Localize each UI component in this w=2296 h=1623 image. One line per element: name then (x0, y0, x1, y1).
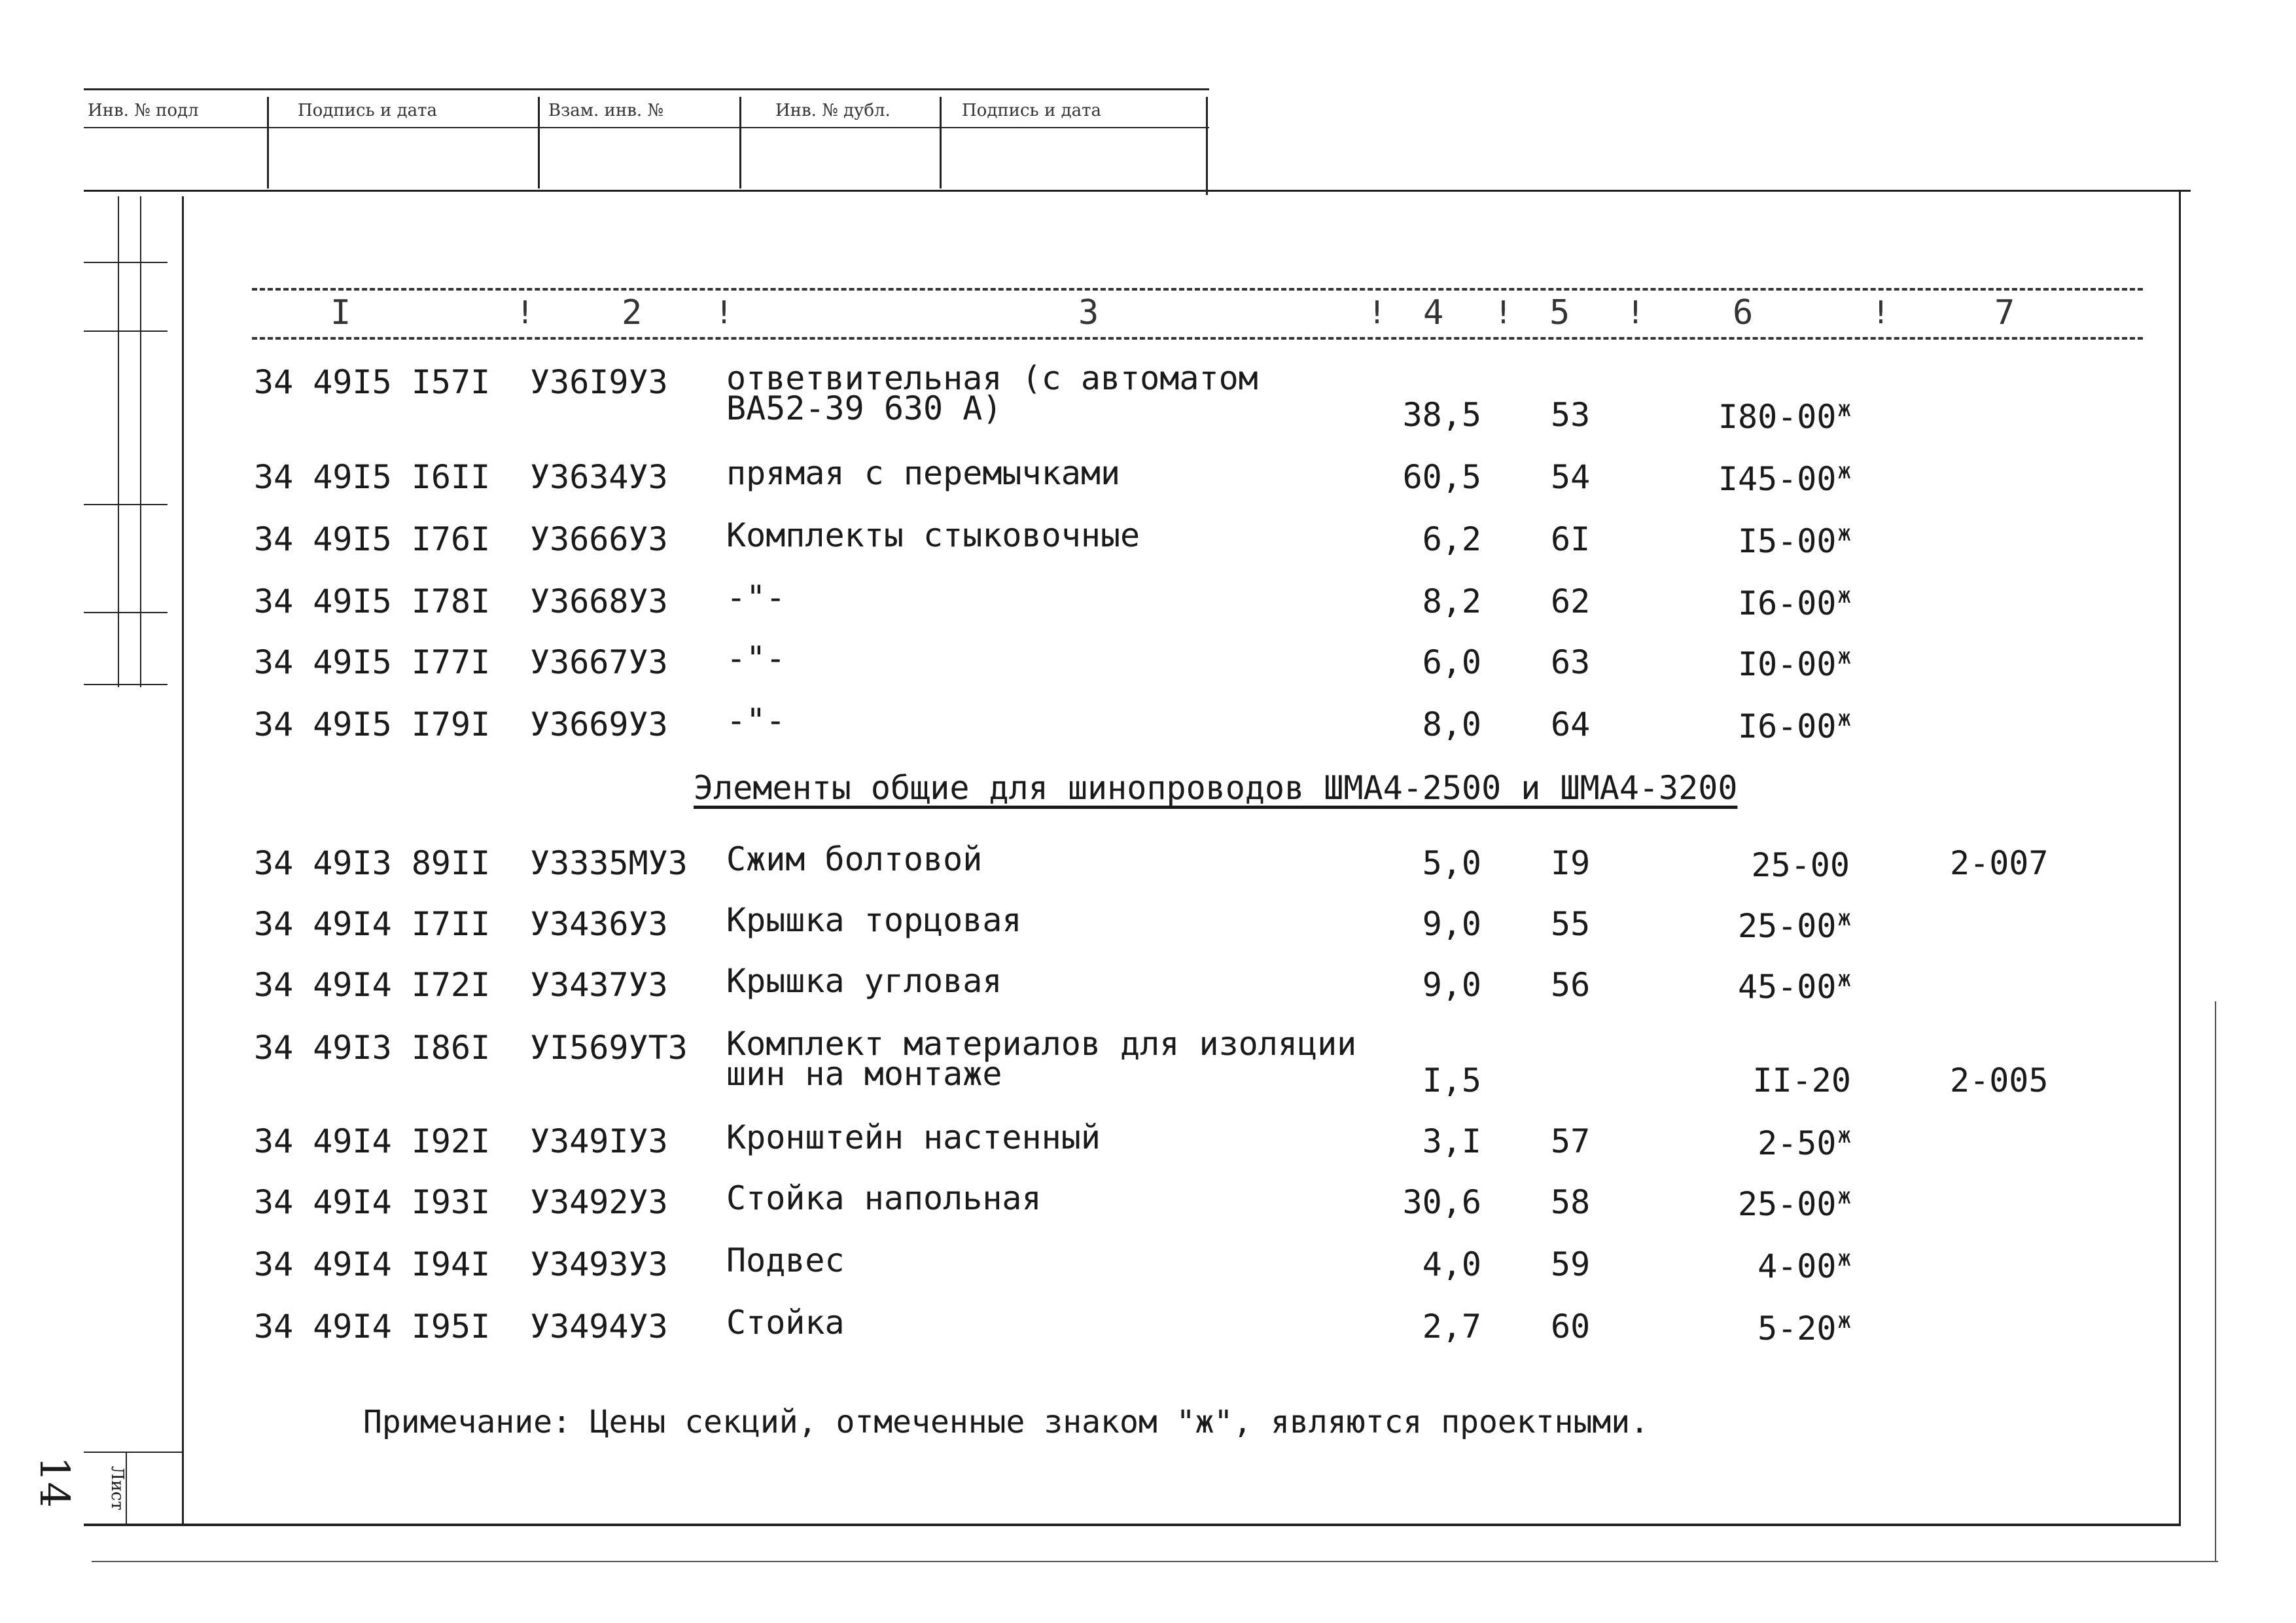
sheet-number: 14 (31, 1456, 79, 1508)
cell-name: Стойка (726, 1304, 845, 1342)
cell-designation: У3437У3 (530, 966, 668, 1004)
cell-mass: 38,5 (1402, 396, 1481, 434)
cell-mass: 8,2 (1422, 582, 1481, 620)
cell-name-line: Комплект материалов для изоляции (726, 1025, 1357, 1063)
cell-designation: У3669У3 (530, 705, 668, 743)
header-dash-top (252, 288, 2143, 291)
cell-code: 34 49I4 I7II (254, 905, 491, 943)
cell-code: 34 49I5 I76I (254, 520, 491, 558)
cell-mass: 9,0 (1422, 905, 1481, 943)
section-title: Элементы общие для шинопроводов ШМА4-2500 и ШМА4-3200 (694, 769, 1738, 807)
stamp-header: Инв. № подл (88, 101, 199, 120)
cell-sheet: 60 (1551, 1308, 1591, 1346)
asterisk-mark: ж (1837, 705, 1851, 732)
cell-designation: У3667У3 (530, 643, 668, 681)
price-value: 25-00 (1751, 846, 1850, 884)
cell-name: Кронштейн настенный (726, 1118, 1101, 1156)
cell-sheet: 55 (1551, 905, 1591, 943)
cell-code: 34 49I5 I77I (254, 643, 491, 681)
table-row (0, 702, 2296, 764)
stamp-top-line (84, 88, 1209, 90)
asterisk-mark: ж (1837, 396, 1851, 422)
column-header-5: 5 (1549, 293, 1570, 332)
cell-code: 34 49I5 I57I (254, 363, 491, 401)
cell-designation: У3666У3 (530, 520, 668, 558)
cell-name (726, 1025, 1357, 1093)
table-row (0, 359, 2296, 436)
price-value: 5-20 (1757, 1310, 1837, 1347)
stamp-header: Подпись и дата (298, 101, 437, 120)
column-header-6: 6 (1733, 293, 1754, 332)
cell-sheet: 57 (1551, 1122, 1591, 1160)
asterisk-mark: ж (1837, 905, 1851, 931)
frame-bottom-line (84, 1524, 2181, 1526)
table-row (0, 454, 2296, 517)
table-row (0, 840, 2296, 903)
header-dash-bottom (252, 337, 2143, 340)
cell-designation: У349IУ3 (530, 1122, 668, 1160)
cell-price (1751, 844, 1851, 884)
cell-mass: 9,0 (1422, 966, 1481, 1004)
cell-name: -"- (726, 639, 786, 677)
cell-code: 34 49I5 I78I (254, 582, 491, 620)
table-row (0, 901, 2296, 964)
cell-sheet: 54 (1551, 458, 1591, 496)
table-row (0, 1304, 2296, 1366)
cell-price (1757, 1245, 1851, 1285)
cell-price (1738, 1183, 1851, 1223)
cell-name-line: ВА52-39 630 А) (726, 389, 1002, 427)
cell-designation: У3436У3 (530, 905, 668, 943)
column-separator: ! (1626, 294, 1645, 331)
sheet-label: Лист (107, 1466, 127, 1510)
stamp-divider (538, 97, 540, 188)
asterisk-mark: ж (1837, 1183, 1851, 1209)
cell-designation: У3668У3 (530, 582, 668, 620)
cell-note: 2-007 (1950, 844, 2049, 882)
cell-mass: 3,I (1422, 1122, 1481, 1160)
table-row (0, 1118, 2296, 1181)
table-row (0, 639, 2296, 702)
asterisk-mark: ж (1837, 1122, 1851, 1149)
cell-price (1718, 396, 1851, 436)
column-header-3: 3 (1078, 293, 1099, 332)
cell-sheet: 58 (1551, 1183, 1591, 1221)
cell-mass: 60,5 (1402, 458, 1481, 496)
strip-tick (84, 330, 168, 332)
cell-designation: УI569УТ3 (530, 1029, 688, 1067)
cell-name: Сжим болтовой (726, 840, 983, 878)
price-value: I0-00 (1738, 645, 1837, 683)
stamp-header: Взам. инв. № (548, 101, 663, 120)
cell-name: Крышка торцовая (726, 901, 1022, 939)
column-header-7: 7 (1994, 293, 2015, 332)
cell-designation: У3493У3 (530, 1245, 668, 1283)
cell-code: 34 49I5 I79I (254, 705, 491, 743)
asterisk-mark: ж (1837, 520, 1851, 546)
stamp-divider (267, 97, 269, 188)
price-value: I5-00 (1738, 522, 1837, 560)
cell-price (1738, 582, 1851, 622)
table-row (0, 962, 2296, 1025)
cell-designation: У3494У3 (530, 1308, 668, 1346)
strip-tick (84, 262, 168, 263)
asterisk-mark: ж (1837, 643, 1851, 669)
price-value: 25-00 (1738, 1185, 1837, 1223)
stamp-divider (1206, 97, 1208, 195)
cell-mass: 6,2 (1422, 520, 1481, 558)
cell-mass: 6,0 (1422, 643, 1481, 681)
cell-name (726, 359, 1258, 427)
cell-name: Стойка напольная (726, 1179, 1042, 1217)
cell-mass: I,5 (1422, 1061, 1481, 1099)
column-separator: ! (1368, 294, 1386, 331)
cell-price (1738, 520, 1851, 560)
column-separator: ! (1871, 294, 1890, 331)
column-separator: ! (1494, 294, 1513, 331)
cell-code: 34 49I4 I93I (254, 1183, 491, 1221)
cell-sheet: 56 (1551, 966, 1591, 1004)
asterisk-mark: ж (1837, 1308, 1851, 1334)
cell-note: 2-005 (1950, 1061, 2049, 1099)
cell-price (1757, 1308, 1851, 1347)
cell-mass: 2,7 (1422, 1308, 1481, 1346)
cell-designation: У3634У3 (530, 458, 668, 496)
cell-name-line: шин на монтаже (726, 1055, 1002, 1093)
cell-code: 34 49I3 89II (254, 844, 491, 882)
cell-name: Комплекты стыковочные (726, 516, 1140, 554)
cell-name-line: ответвительная (с автоматом (726, 359, 1258, 397)
cell-price (1718, 458, 1851, 498)
column-header-1: I (330, 293, 351, 332)
price-value: 45-00 (1738, 968, 1837, 1006)
cell-sheet: 6I (1551, 520, 1591, 558)
cell-designation: У3335МУ3 (530, 844, 688, 882)
cell-price (1752, 1061, 1851, 1099)
price-value: 4-00 (1757, 1247, 1837, 1285)
price-value: I6-00 (1738, 584, 1837, 622)
stamp-mid-line (84, 127, 1209, 128)
cell-sheet: 59 (1551, 1245, 1591, 1283)
stamp-header: Подпись и дата (962, 101, 1101, 120)
asterisk-mark: ж (1837, 458, 1851, 484)
price-value: I45-00 (1718, 460, 1837, 498)
cell-mass: 4,0 (1422, 1245, 1481, 1283)
cell-designation: У3492У3 (530, 1183, 668, 1221)
column-separator: ! (715, 294, 733, 331)
cell-name: Крышка угловая (726, 962, 1002, 1000)
stamp-divider (940, 97, 942, 188)
column-header-2: 2 (622, 293, 643, 332)
cell-price (1738, 966, 1851, 1006)
asterisk-mark: ж (1837, 582, 1851, 609)
asterisk-mark: ж (1837, 966, 1851, 992)
column-header-4: 4 (1423, 293, 1444, 332)
cell-code: 34 49I4 I72I (254, 966, 491, 1004)
price-value: I80-00 (1718, 398, 1837, 436)
table-row (0, 1025, 2296, 1099)
cell-price (1738, 905, 1851, 945)
price-value: I6-00 (1738, 707, 1837, 745)
cell-mass: 8,0 (1422, 705, 1481, 743)
price-value: II-20 (1752, 1061, 1851, 1099)
cell-name: -"- (726, 702, 786, 740)
cell-name: прямая с перемычками (726, 454, 1121, 492)
stamp-divider (739, 97, 741, 188)
cell-code: 34 49I5 I6II (254, 458, 491, 496)
price-value: 25-00 (1738, 907, 1837, 945)
outer-bottom-line (92, 1561, 2218, 1562)
column-separator: ! (516, 294, 535, 331)
cell-code: 34 49I3 I86I (254, 1029, 491, 1067)
cell-code: 34 49I4 I94I (254, 1245, 491, 1283)
cell-sheet: 64 (1551, 705, 1591, 743)
cell-sheet: 62 (1551, 582, 1591, 620)
asterisk-mark: ж (1837, 1245, 1851, 1272)
stamp-header: Инв. № дубл. (775, 101, 891, 120)
table-row (0, 579, 2296, 641)
cell-price (1757, 1122, 1851, 1162)
frame-top-line (84, 190, 2191, 192)
price-value: 2-50 (1757, 1124, 1837, 1162)
cell-sheet: I9 (1551, 844, 1591, 882)
cell-mass: 30,6 (1402, 1183, 1481, 1221)
cell-mass: 5,0 (1422, 844, 1481, 882)
cell-sheet: 63 (1551, 643, 1591, 681)
table-row (0, 516, 2296, 579)
sheet-box-top (84, 1452, 182, 1453)
cell-name: -"- (726, 579, 786, 616)
cell-sheet: 53 (1551, 396, 1591, 434)
cell-price (1738, 705, 1851, 745)
cell-price (1738, 643, 1851, 683)
cell-code: 34 49I4 I95I (254, 1308, 491, 1346)
cell-code: 34 49I4 I92I (254, 1122, 491, 1160)
table-row (0, 1179, 2296, 1242)
table-row (0, 1241, 2296, 1304)
footnote: Примечание: Цены секций, отмеченные знаком "ж", являются проектными. (363, 1404, 1650, 1440)
cell-name: Подвес (726, 1241, 845, 1279)
cell-designation: У36I9У3 (530, 363, 668, 401)
